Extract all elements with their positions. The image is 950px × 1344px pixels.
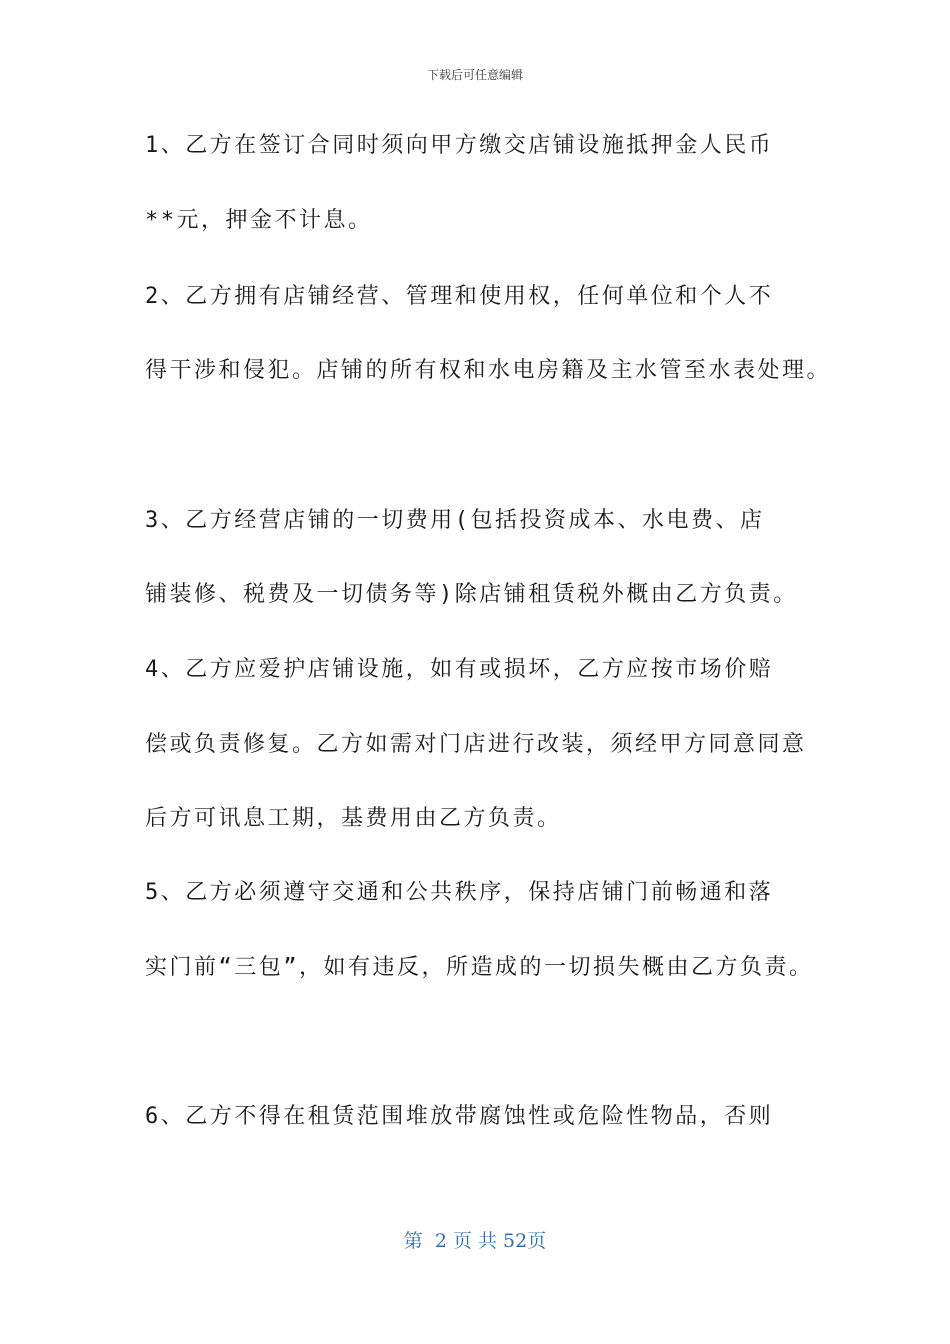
clause-3-line-2: 铺装修、税费及一切债务等)除店铺租赁税外概由乙方负责。: [145, 582, 798, 607]
page-number-footer: 第 2 页 共 52页: [403, 1230, 547, 1252]
page-header-note: 下载后可任意编辑: [426, 68, 523, 82]
clause-4-line-2: 偿或负责修复。乙方如需对门店进行改装，须经甲方同意同意: [145, 732, 807, 757]
clause-2-line-1: 2、乙方拥有店铺经营、管理和使用权，任何单位和个人不: [145, 284, 774, 309]
clause-4-line-3: 后方可讯息工期，基费用由乙方负责。: [145, 806, 562, 831]
clause-6-line-1: 6、乙方不得在租赁范围堆放带腐蚀性或危险性物品，否则: [145, 1104, 774, 1129]
clause-1-line-2: **元，押金不计息。: [145, 208, 373, 233]
clause-2-line-2: 得干涉和侵犯。店铺的所有权和水电房籍及主水管至水表处理。: [145, 358, 832, 383]
clause-5-line-2: 实门前“三包”，如有违反，所造成的一切损失概由乙方负责。: [145, 955, 814, 980]
clause-1-line-1: 1、乙方在签订合同时须向甲方缴交店铺设施抵押金人民币: [145, 133, 774, 158]
clause-4-line-1: 4、乙方应爱护店铺设施，如有或损坏，乙方应按市场价赔: [145, 657, 774, 682]
clause-3-line-1: 3、乙方经营店铺的一切费用(包括投资成本、水电费、店: [145, 508, 765, 533]
clause-5-line-1: 5、乙方必须遵守交通和公共秩序，保持店铺门前畅通和落: [145, 880, 774, 905]
